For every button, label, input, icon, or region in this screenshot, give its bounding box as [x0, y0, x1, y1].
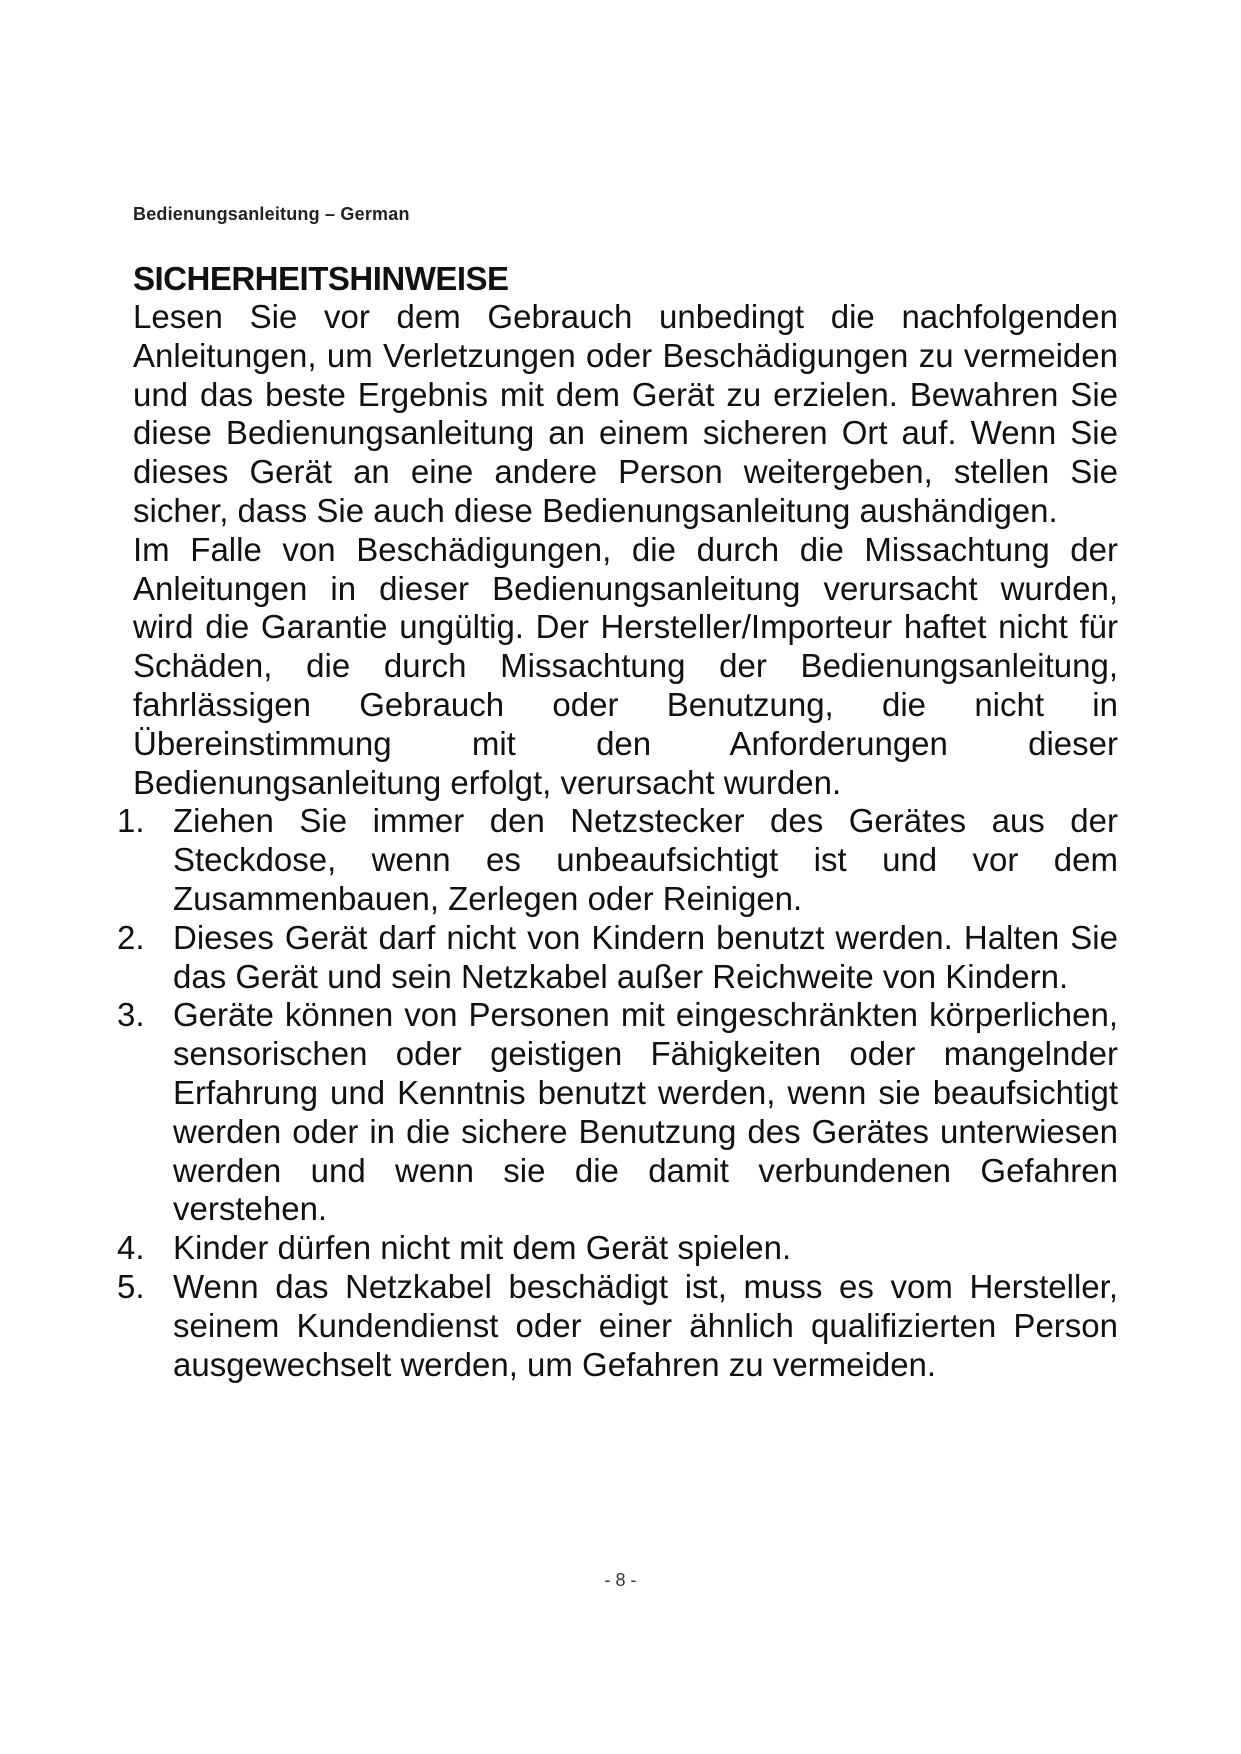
document-content [117, 260, 1118, 1384]
section-title: SICHERHEITSHINWEISE [133, 260, 509, 297]
list-item-number: 3. [117, 996, 145, 1034]
list-item-number: 4. [117, 1229, 145, 1267]
list-item-number: 2. [117, 918, 145, 956]
list-item-text: Geräte können von Personen mit eingeschränkten körperlichen, sensorischen oder geistigen Fähigkeiten oder mangelnder Erfahrung und Kenntnis benutzt werden, wenn sie beaufsichtigt werden oder in die sichere Benutzung des Gerätes unterwiesen werden und wenn sie die damit verbundenen Gefahren verstehen. [173, 996, 1118, 1228]
list-item-text: Kinder dürfen nicht mit dem Gerät spielen. [173, 1229, 792, 1267]
warranty-paragraph: Im Falle von Beschädigungen, die durch die Missachtung der Anleitungen in dieser Bedienungsanleitung verursacht wurden, wird die Garantie ungültig. Der Hersteller/Importeur haftet nicht für Schäden, die durch Missachtung der Bedienungsanleitung, fahrlässigen Gebrauch oder Benutzung, die nicht in Übereinstimmung mit den Anforderungen dieser Bedienungsanleitung erfolgt, verursacht wurden. [133, 530, 1118, 801]
list-item-text: Ziehen Sie immer den Netzstecker des Gerätes aus der Steckdose, wenn es unbeaufsichtigt ist und vor dem Zusammenbauen, Zerlegen oder Reinigen. [173, 802, 1118, 917]
list-item [117, 919, 1118, 997]
list-item [117, 1229, 1118, 1268]
list-item [117, 802, 1118, 918]
list-item-number: 1. [117, 802, 145, 840]
list-item-text: Dieses Gerät darf nicht von Kindern benutzt werden. Halten Sie das Gerät und sein Netzkabel außer Reichweite von Kindern. [173, 918, 1118, 995]
list-item-text: Wenn das Netzkabel beschädigt ist, muss es vom Hersteller, seinem Kundendienst oder einer ähnlich qualifizierten Person ausgewechselt werden, um Gefahren zu vermeiden. [173, 1267, 1118, 1383]
page-number: - 8 - [604, 1570, 637, 1590]
list-item [117, 1268, 1118, 1384]
safety-instructions-list [117, 802, 1118, 1384]
intro-paragraph: Lesen Sie vor dem Gebrauch unbedingt die nachfolgenden Anleitungen, um Verletzungen oder Beschädigungen zu vermeiden und das beste Ergebnis mit dem Gerät zu erzielen. Bewahren Sie diese Bedienungsanleitung an einem sicheren Ort auf. Wenn Sie dieses Gerät an eine andere Person weitergeben, stellen Sie sicher, dass Sie auch diese Bedienungsanleitung aushändigen. [133, 298, 1118, 529]
document-header: Bedienungsanleitung – German [133, 204, 410, 224]
list-item [117, 996, 1118, 1229]
list-item-number: 5. [117, 1267, 145, 1305]
